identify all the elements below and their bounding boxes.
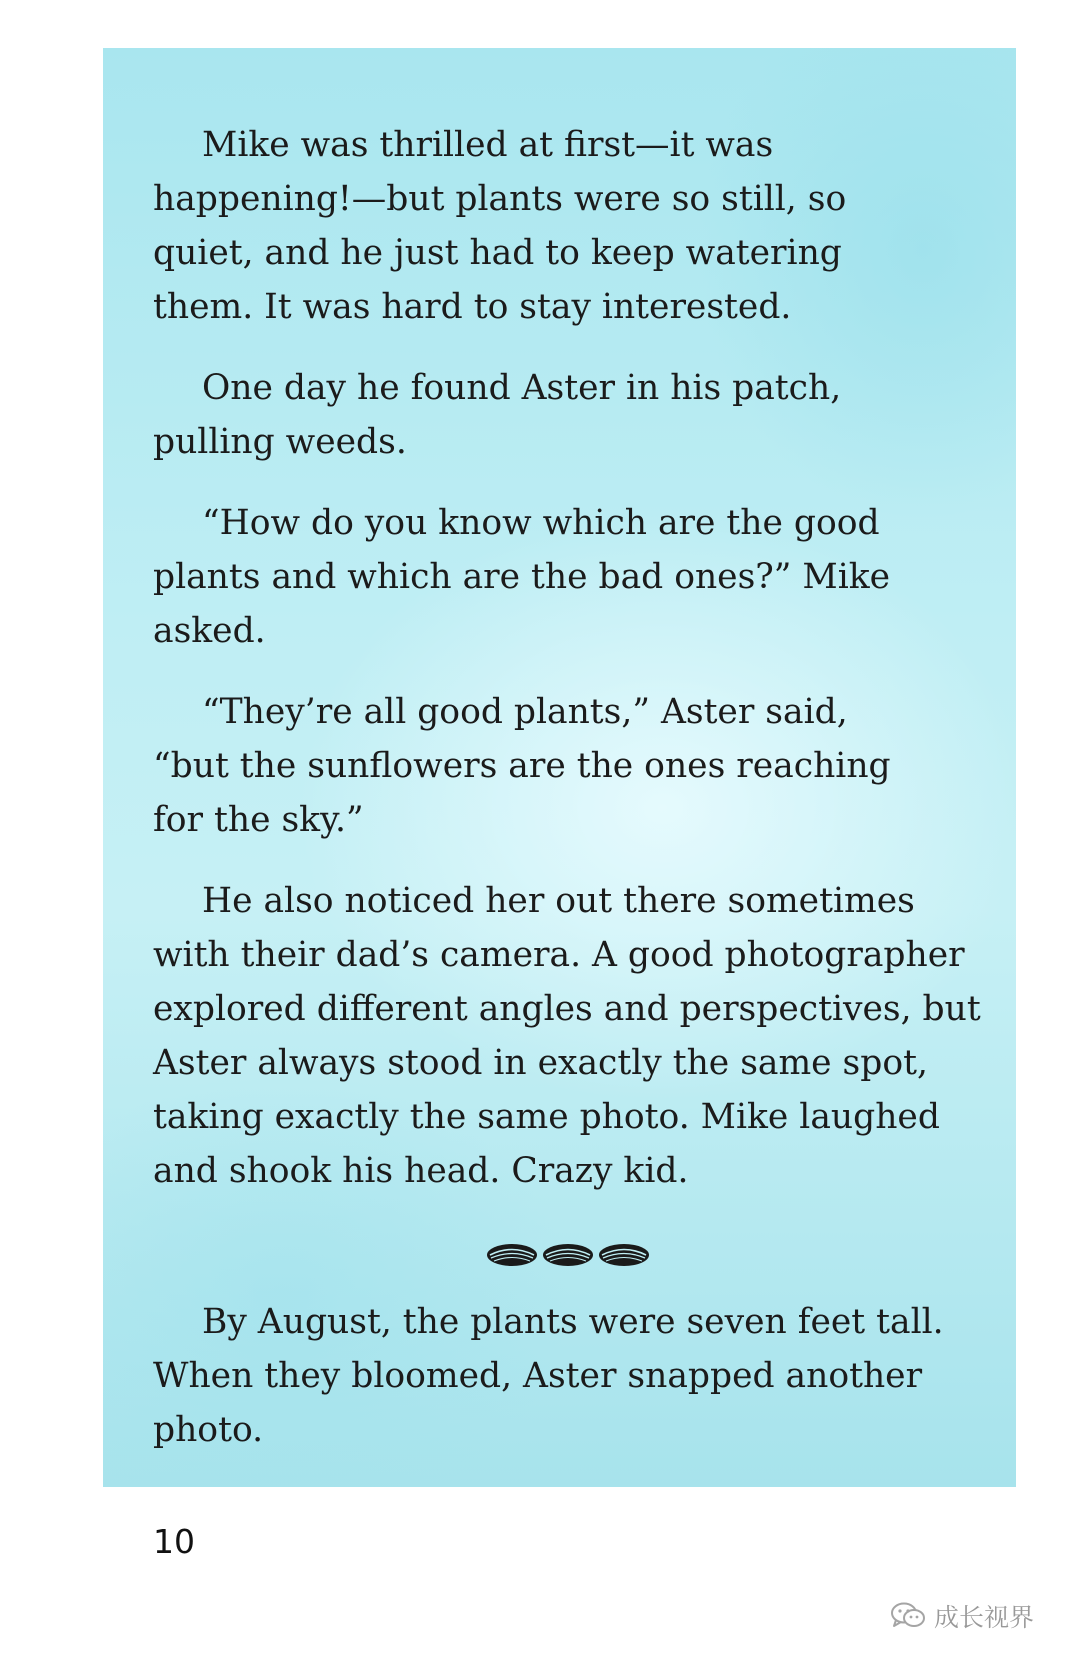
text-line: He also noticed her out there sometimes	[202, 881, 915, 921]
text-line: taking exactly the same photo. Mike laughed	[153, 1097, 940, 1137]
sunflower-seed-icon	[597, 1240, 651, 1270]
paragraph-3	[153, 496, 983, 658]
sunflower-seed-icon	[485, 1240, 539, 1270]
paragraph-1	[153, 118, 983, 334]
page-panel	[103, 48, 1016, 1487]
watermark-text: 成长视界	[934, 1603, 1035, 1632]
text-line: Aster always stood in exactly the same spot,	[153, 1043, 928, 1083]
text-line: photo.	[153, 1410, 264, 1450]
text-line: One day he found Aster in his patch,	[202, 368, 842, 408]
paragraph-4	[153, 685, 983, 847]
text-line: them. It was hard to stay interested.	[153, 287, 792, 327]
paragraph-6	[153, 1295, 983, 1457]
wechat-icon	[890, 1601, 926, 1631]
page-number: 10	[153, 1522, 195, 1561]
text-line: plants and which are the bad ones?” Mike asked.	[153, 557, 891, 651]
text-line: “but the sunflowers are the ones reaching	[153, 746, 891, 786]
text-line: explored different angles and perspectives, but	[153, 989, 981, 1029]
paragraph-5	[153, 874, 983, 1198]
text-line: When they bloomed, Aster snapped another	[153, 1356, 923, 1396]
text-line: By August, the plants were seven feet tall.	[202, 1302, 944, 1342]
text-line: and shook his head. Crazy kid.	[153, 1151, 689, 1191]
text-line: pulling weeds.	[153, 422, 407, 462]
text-line: with their dad’s camera. A good photographer	[153, 935, 965, 975]
text-line: for the sky.”	[153, 800, 364, 840]
text-line: happening!—but plants were so still, so	[153, 179, 847, 219]
text-line: Mike was thrilled at first—it was	[202, 125, 774, 165]
watermark	[890, 1598, 1034, 1634]
text-line: “How do you know which are the good	[202, 503, 880, 543]
section-break-ornament	[153, 1225, 983, 1285]
text-line: quiet, and he just had to keep watering	[153, 233, 842, 273]
paragraph-2	[153, 361, 983, 469]
text-line: “They’re all good plants,” Aster said,	[202, 692, 848, 732]
story-text	[153, 118, 983, 1484]
sunflower-seed-icon	[541, 1240, 595, 1270]
